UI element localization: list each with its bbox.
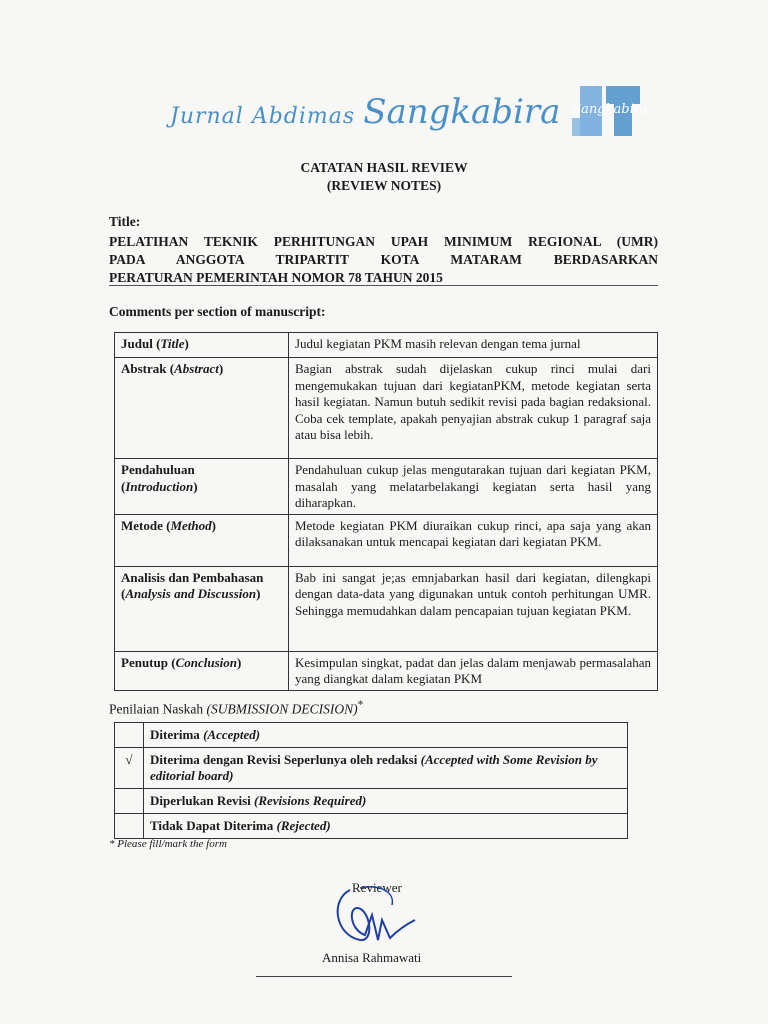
decision-option-accepted-with-revision — [144, 748, 628, 789]
section-comment: Bagian abstrak sudah dijelaskan cukup rinci mulai dari mengemukakan tujuan dari kegiatanPKM, metode kegiatan serta hasil kegiatan. Namun butuh sedikit revisi pada bagian redaksional. Coba cek template, apakah penyajian abstrak cukup 1 paragraf saja atau bisa lebih. — [289, 358, 658, 459]
decision-row — [115, 789, 628, 814]
decision-checkbox[interactable] — [115, 723, 144, 748]
option-label: Diterima dengan Revisi Seperlunya oleh redaksi — [150, 752, 418, 767]
section-name: Abstrak — [121, 361, 167, 376]
form-note: * Please fill/mark the form — [109, 838, 227, 850]
section-name-en: Title — [160, 336, 185, 351]
decision-option-accepted — [144, 723, 628, 748]
section-name: Judul — [121, 336, 153, 351]
paper-title — [109, 233, 658, 287]
section-name: Penutup — [121, 654, 168, 670]
table-row — [115, 514, 658, 566]
signature-icon — [320, 880, 460, 960]
section-name-cell: Metode (Method) — [115, 514, 289, 566]
section-name-cell: Analisis dan Pembahasan (Analysis and Discussion) — [115, 566, 289, 651]
reviewer-role: Reviewer — [352, 880, 402, 895]
decision-checkbox[interactable] — [115, 814, 144, 839]
table-row — [115, 358, 658, 459]
journal-badge-logo — [568, 84, 652, 140]
decision-table — [114, 722, 628, 839]
section-name: Analisis dan Pembahasan — [121, 569, 264, 585]
decision-row — [115, 748, 628, 789]
title-divider — [109, 285, 658, 286]
section-name-cell: Judul (Title) — [115, 333, 289, 358]
decision-label-text: Penilaian Naskah — [109, 701, 204, 717]
option-label: Diperlukan Revisi — [150, 793, 251, 808]
footnote-mark: * — [357, 699, 364, 711]
section-name-en: Method — [170, 517, 212, 533]
section-comment: Pendahuluan cukup jelas mengutarakan tujuan dari kegiatan PKM, masalah yang melatarbelakangi kegiatan serta hasil yang diharapkan. — [289, 459, 658, 515]
option-label: Diterima — [150, 727, 200, 742]
section-name-en: Introduction — [125, 478, 194, 494]
decision-label-en: (SUBMISSION DECISION) — [206, 701, 358, 717]
journal-name: Sangkabira — [363, 92, 561, 132]
option-label: Tidak Dapat Diterima — [150, 818, 274, 833]
paper-title-line: PADA ANGGOTA TRIPARTIT KOTA MATARAM BERDASARKAN — [109, 252, 658, 267]
option-label-en: (Rejected) — [276, 818, 331, 833]
section-comment: Bab ini sangat je;as emnjabarkan hasil dari kegiatan, dilengkapi dengan data-data yang digunakan untuk contoh perhitungan UMR. Sehingga memudahkan dalam pencapaian tujuan kegiatan PKM. — [289, 566, 658, 651]
table-row — [115, 566, 658, 651]
section-name-cell: Penutup (Conclusion) — [115, 651, 289, 690]
option-label-en: (Accepted) — [203, 727, 261, 742]
decision-row — [115, 814, 628, 839]
paper-title-line: PELATIHAN TEKNIK PERHITUNGAN UPAH MINIMUM REGIONAL (UMR) — [109, 234, 658, 249]
section-name-cell: Abstrak (Abstract) — [115, 358, 289, 459]
section-name: Pendahuluan — [121, 462, 195, 477]
signature-line — [256, 976, 512, 977]
decision-checkbox[interactable] — [115, 748, 144, 789]
decision-checkbox[interactable] — [115, 789, 144, 814]
review-table — [114, 332, 658, 691]
journal-prefix: Jurnal Abdimas — [170, 104, 356, 129]
section-name-en: Analysis and Discussion — [125, 586, 257, 601]
section-comment: Metode kegiatan PKM diuraikan cukup rinci, apa saja yang akan dilaksanakan untuk mencapai kegiatan dari kegiatan PKM. — [289, 514, 658, 566]
decision-label — [109, 699, 363, 718]
option-label-en: (Accepted with Some Revision by editorial board) — [150, 752, 598, 783]
badge-text: Sangkabira — [572, 102, 648, 117]
doc-heading: CATATAN HASIL REVIEW — [300, 160, 468, 175]
paper-title-line: PERATURAN PEMERINTAH NOMOR 78 TAHUN 2015 — [109, 270, 443, 285]
section-name-cell: Pendahuluan (Introduction) — [115, 459, 289, 515]
table-row — [115, 459, 658, 515]
check-mark-icon: √ — [125, 752, 133, 767]
section-comment: Kesimpulan singkat, padat dan jelas dalam menjawab permasalahan yang diangkat dalam kegiatan PKM — [289, 651, 658, 690]
table-row — [115, 333, 658, 358]
decision-option-rejected — [144, 814, 628, 839]
journal-logo-text — [170, 92, 560, 132]
section-name-en: Abstract — [174, 361, 219, 376]
section-comment: Judul kegiatan PKM masih relevan dengan tema jurnal — [289, 333, 658, 358]
table-row — [115, 651, 658, 690]
comments-label: Comments per section of manuscript: — [109, 304, 326, 319]
reviewer-name: Annisa Rahmawati — [322, 950, 422, 965]
doc-subheading: (REVIEW NOTES) — [326, 178, 442, 193]
title-label: Title: — [109, 214, 141, 229]
option-label-en: (Revisions Required) — [254, 793, 367, 808]
decision-option-revisions-required — [144, 789, 628, 814]
section-name: Metode — [121, 517, 163, 533]
section-name-en: Conclusion — [175, 654, 237, 670]
decision-row — [115, 723, 628, 748]
